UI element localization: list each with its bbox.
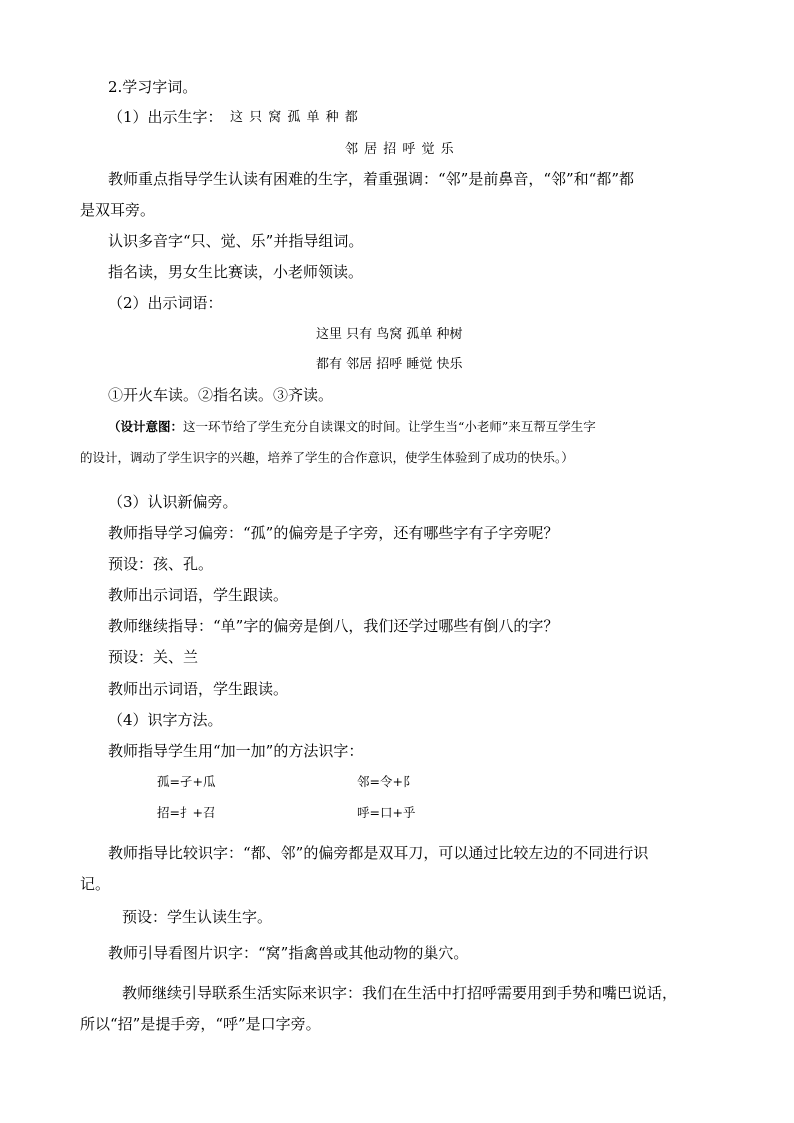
paragraph: ①开火车读。②指名读。③齐读。 bbox=[108, 386, 334, 404]
paragraph: 教师引导看图片识字：“窝”指禽兽或其他动物的巢穴。 bbox=[108, 944, 469, 962]
paragraph: 教师指导学习偏旁：“孤”的偏旁是子字旁，还有哪些字有子字旁呢？ bbox=[108, 524, 559, 542]
paragraph: 教师重点指导学生认读有困难的生字，着重强调：“邻”是前鼻音，“邻”和“都”都 bbox=[108, 170, 635, 188]
formula-gu: 孤=孑+瓜 bbox=[157, 774, 216, 789]
paragraph: 认识多音字“只、觉、乐”并指导组词。 bbox=[108, 232, 364, 250]
paragraph-continuation: 所以“招”是提手旁，“呼”是口字旁。 bbox=[80, 1015, 321, 1033]
design-intent-label: （设计意图： bbox=[108, 419, 184, 434]
paragraph-continuation: 记。 bbox=[80, 875, 111, 893]
paragraph: 教师继续引导联系生活实际来识字：我们在生活中打招呼需要用到手势和嘴巴说话， bbox=[122, 984, 678, 1002]
paragraph: 教师指导学生用“加一加”的方法识字： bbox=[108, 742, 364, 760]
paragraph: 教师指导比较识字：“都、邻”的偏旁都是双耳刀，可以通过比较左边的不同进行识 bbox=[108, 844, 649, 862]
design-intent-text: 这一环节给了学生充分自读课文的时间。让学生当“小老师”来互帮互学生字 bbox=[183, 419, 596, 434]
subsection-label: （2）出示词语： bbox=[108, 294, 223, 312]
paragraph: 预设：孩、孔。 bbox=[108, 555, 214, 573]
formula-hu: 呼=口+乎 bbox=[357, 805, 416, 820]
design-intent-line-1 bbox=[108, 421, 596, 434]
character-list-row-2: 邻 居 招 呼 觉 乐 bbox=[345, 142, 455, 157]
paragraph: 教师出示词语，学生跟读。 bbox=[108, 586, 289, 604]
paragraph-continuation: 是双耳旁。 bbox=[80, 201, 156, 219]
section-heading: 2.学习字词。 bbox=[108, 78, 198, 96]
formula-lin: 邻=令+阝 bbox=[357, 774, 416, 789]
subsection-label: （1）出示生字： bbox=[108, 108, 223, 126]
character-list-row-1: 这 只 窝 孤 单 种 都 bbox=[230, 110, 359, 125]
word-list-row-2: 都有 邻居 招呼 睡觉 快乐 bbox=[316, 357, 463, 372]
paragraph: 教师继续指导：“单”字的偏旁是倒八，我们还学过哪些有倒八的字？ bbox=[108, 617, 559, 635]
subsection-label: （3）认识新偏旁。 bbox=[108, 493, 238, 511]
paragraph: 预设：关、兰 bbox=[108, 648, 199, 666]
design-intent-line-2: 的设计，调动了学生识字的兴趣，培养了学生的合作意识，使学生体验到了成功的快乐。） bbox=[80, 450, 574, 465]
paragraph: 预设：学生认读生字。 bbox=[122, 908, 273, 926]
paragraph: 指名读，男女生比赛读，小老师领读。 bbox=[108, 263, 364, 281]
subsection-label: （4）识字方法。 bbox=[108, 711, 223, 729]
formula-zhao: 招=扌+召 bbox=[157, 805, 216, 820]
word-list-row-1: 这里 只有 鸟窝 孤单 种树 bbox=[316, 327, 463, 342]
paragraph: 教师出示词语，学生跟读。 bbox=[108, 680, 289, 698]
